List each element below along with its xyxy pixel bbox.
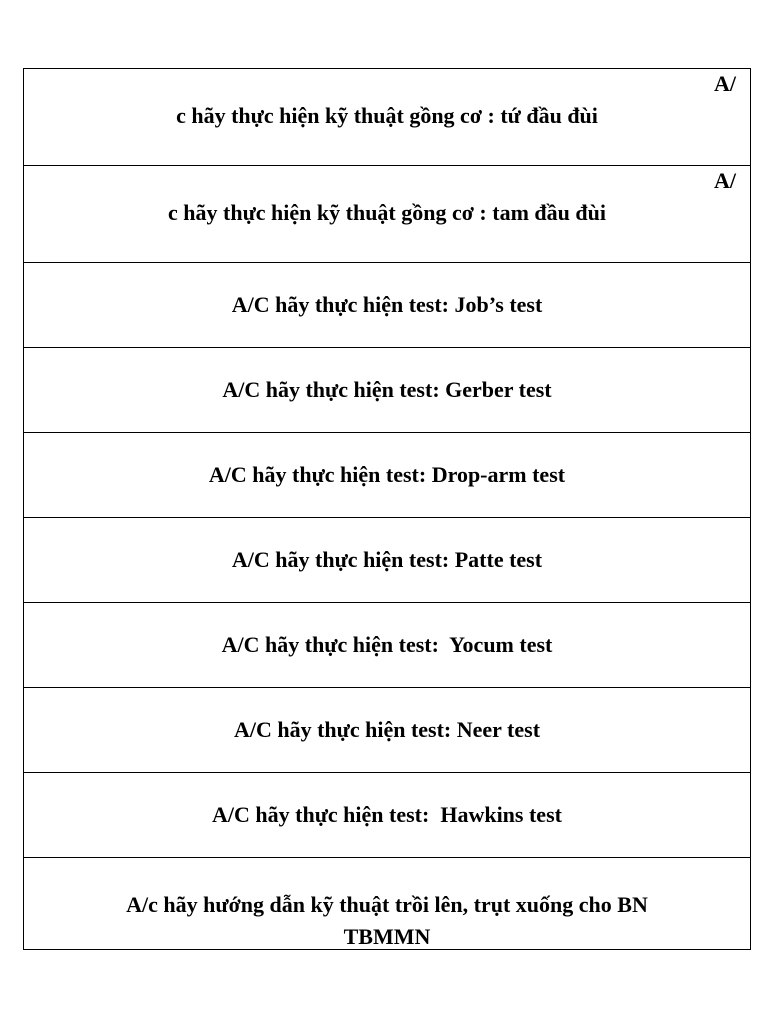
table-row [24, 688, 750, 773]
row-text: A/C hãy thực hiện test: Job’s test [231, 292, 543, 317]
table-row [24, 263, 750, 348]
table-row [24, 858, 750, 949]
table-row [24, 166, 750, 263]
row-prefix: A/ [714, 71, 736, 96]
row-text: c hãy thực hiện kỹ thuật gồng cơ : tứ đầu đùi [176, 103, 598, 128]
table-row [24, 773, 750, 858]
row-text: A/C hãy thực hiện test: Drop-arm test [208, 462, 566, 487]
row-text: A/C hãy thực hiện test: Hawkins test [212, 802, 562, 827]
row-prefix: A/ [714, 168, 736, 193]
row-text: A/C hãy thực hiện test: Yocum test [221, 632, 553, 657]
row-text: c hãy thực hiện kỹ thuật gồng cơ : tam đầu đùi [168, 200, 606, 225]
row-text: A/C hãy thực hiện test: Gerber test [222, 377, 552, 402]
table-row [24, 69, 750, 166]
table-row [24, 433, 750, 518]
table-row [24, 518, 750, 603]
row-text: A/C hãy thực hiện test: Neer test [233, 717, 541, 742]
row-text: A/c hãy hướng dẫn kỹ thuật trồi lên, trụt xuống cho BN TBMMN [126, 892, 648, 949]
instruction-table [23, 68, 751, 950]
table-row [24, 603, 750, 688]
table-row [24, 348, 750, 433]
row-text: A/C hãy thực hiện test: Patte test [231, 547, 543, 572]
